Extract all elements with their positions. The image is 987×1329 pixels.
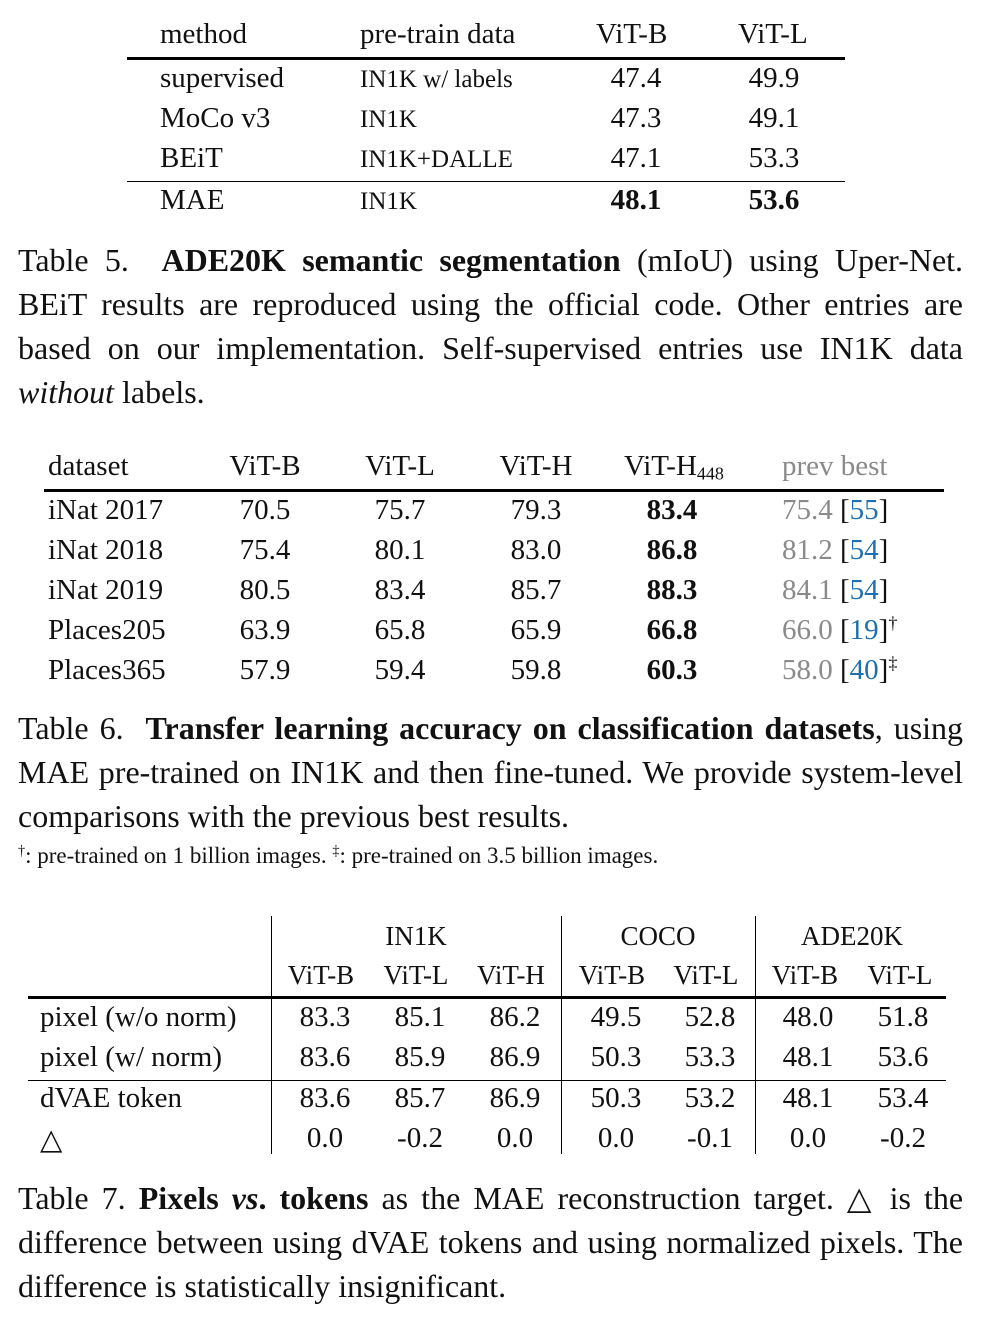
- prev-value: 58.0: [782, 654, 833, 686]
- table6-row-prev: 84.1 [54]: [782, 574, 889, 606]
- table6-header-vith: ViT-H: [499, 450, 573, 482]
- table7-caption-label: Table 7.: [18, 1180, 126, 1216]
- table7-subheader: ViT-B: [287, 960, 355, 990]
- table7-cell: 85.7: [394, 1082, 446, 1114]
- table6-row-vitl: 80.1: [374, 534, 426, 566]
- table7-cell: 85.1: [394, 1001, 446, 1033]
- table7-cell: 85.9: [394, 1041, 446, 1073]
- table5-header-method: method: [160, 18, 247, 50]
- footnote-text-1: : pre-trained on 1 billion images.: [25, 843, 327, 868]
- table6-footnote: [18, 843, 658, 869]
- table6-row-vith: 83.0: [510, 534, 562, 566]
- table6-row-prev: 75.4 [55]: [782, 494, 889, 526]
- table6-row-vith: 79.3: [510, 494, 562, 526]
- table7-cell: -0.2: [397, 1122, 443, 1154]
- table6-caption-label: Table 6.: [18, 710, 124, 746]
- table5-row-vitl: 49.9: [748, 62, 800, 94]
- table5-header-data: pre-train data: [360, 18, 516, 50]
- table7-cell: 53.3: [684, 1041, 736, 1073]
- table7-caption-bold: [139, 1180, 369, 1216]
- table6-row-dataset: Places365: [48, 654, 166, 686]
- table6-header-prev: prev best: [782, 450, 888, 482]
- table7-group-ade: ADE20K: [801, 921, 903, 951]
- table5-row-data: IN1K: [360, 106, 417, 133]
- prev-value: 84.1: [782, 574, 833, 606]
- table7-caption-text: as the MAE reconstruction target. △ is the difference between using dVAE tokens and using normalized pixels. The difference is statistically insignificant.: [18, 1180, 964, 1304]
- table7-cell: -0.1: [687, 1122, 733, 1154]
- table5-row-method: supervised: [160, 62, 285, 94]
- table6-row-dataset: Places205: [48, 614, 166, 646]
- table7-header-rule: [28, 996, 946, 999]
- table7-row-label: dVAE token: [40, 1082, 183, 1114]
- table6-row-vith448: 83.4: [646, 494, 698, 526]
- table6-row-dataset: iNat 2019: [48, 574, 164, 606]
- table6-row-vith: 85.7: [510, 574, 562, 606]
- caption-bold-1: Pixels: [138, 1180, 219, 1216]
- citation-link[interactable]: 54: [849, 534, 879, 566]
- table5-caption: [18, 238, 963, 414]
- table6-header-vith448-main: ViT-H: [624, 450, 697, 482]
- table7-mid-rule: [28, 1080, 946, 1081]
- dagger-mark: †: [18, 843, 26, 860]
- table5-caption-text: (mIoU) using Uper-Net. BEiT results are reproduced using the official code. Other entries are based on our implementation. Self-supervised entries use IN1K data: [18, 242, 964, 366]
- table6-row-vith: 59.8: [510, 654, 562, 686]
- table7-cell: 83.6: [299, 1041, 351, 1073]
- table7-subheader: ViT-L: [867, 960, 933, 990]
- table6-row-prev: 66.0 [19]†: [782, 613, 898, 646]
- footnote-text-2: : pre-trained on 3.5 billion images.: [339, 843, 659, 868]
- table7-cell: 0.0: [789, 1122, 827, 1154]
- table7-cell: 83.3: [299, 1001, 351, 1033]
- table7-cell: 86.9: [489, 1041, 541, 1073]
- table5-row-vitl: 53.6: [748, 184, 800, 216]
- table7-group-coco: COCO: [620, 921, 696, 951]
- table7-subheader: ViT-B: [578, 960, 646, 990]
- table6-row-prev: 81.2 [54]: [782, 534, 889, 566]
- table6-caption-bold: Transfer learning accuracy on classification datasets: [145, 710, 875, 746]
- table7-cell: 48.0: [782, 1001, 834, 1033]
- citation-link[interactable]: 19: [849, 614, 879, 646]
- table6-row-vitl: 83.4: [374, 574, 426, 606]
- table7-cell: 49.5: [590, 1001, 642, 1033]
- table7-cell: 53.4: [877, 1082, 929, 1114]
- table6-header-rule: [44, 489, 944, 492]
- table7-group-in1k: IN1K: [385, 921, 447, 951]
- caption-bold-2: . tokens: [258, 1180, 369, 1216]
- table6-row-vitb: 80.5: [239, 574, 291, 606]
- table5-row-vitl: 53.3: [748, 142, 800, 174]
- table7-cell: 86.9: [489, 1082, 541, 1114]
- table5-row-vitb: 48.1: [610, 184, 662, 216]
- prev-value: 81.2: [782, 534, 833, 566]
- table7-subheader: ViT-B: [771, 960, 839, 990]
- table6-header-vitb: ViT-B: [229, 450, 301, 482]
- table5-caption-bold: ADE20K semantic segmentation: [161, 242, 621, 278]
- table6-row-dataset: iNat 2018: [48, 534, 164, 566]
- table7-cell: 48.1: [782, 1041, 834, 1073]
- table5-row-vitb: 47.3: [610, 102, 662, 134]
- table7-subheader: ViT-L: [673, 960, 739, 990]
- table7-caption: [18, 1176, 963, 1308]
- table5-row-data: IN1K+DALLE: [360, 146, 513, 173]
- table6-row-vitb: 63.9: [239, 614, 291, 646]
- table5-mid-rule: [127, 181, 845, 182]
- table7-cell: 50.3: [590, 1041, 642, 1073]
- table5-row-method: MoCo v3: [160, 102, 271, 134]
- table5-header-vitl: ViT-L: [738, 18, 808, 50]
- table7-row-label: pixel (w/o norm): [40, 1001, 237, 1033]
- table7-cell: 83.6: [299, 1082, 351, 1114]
- table5-row-vitl: 49.1: [748, 102, 800, 134]
- table7-subheader: ViT-H: [477, 960, 545, 990]
- table7-cell: 48.1: [782, 1082, 834, 1114]
- table6-caption-text: , using MAE pre-trained on IN1K and then fine-tuned. We provide system-level comparisons with the previous best results.: [18, 710, 964, 834]
- table7-cell: 86.2: [489, 1001, 541, 1033]
- table7-row-label: pixel (w/ norm): [40, 1041, 223, 1073]
- table6-row-vitl: 75.7: [374, 494, 426, 526]
- table7-cell: 53.6: [877, 1041, 929, 1073]
- prev-value: 75.4: [782, 494, 833, 526]
- table7-subheader: ViT-L: [383, 960, 449, 990]
- table5-row-method: BEiT: [160, 142, 223, 174]
- citation-link[interactable]: 54: [849, 574, 879, 606]
- table6-row-vitl: 59.4: [374, 654, 426, 686]
- table6-row-dataset: iNat 2017: [48, 494, 164, 526]
- table7-cell: 0.0: [496, 1122, 534, 1154]
- table5-row-data: IN1K: [360, 188, 417, 215]
- table6-header-vitl: ViT-L: [365, 450, 435, 482]
- table6-row-vith448: 86.8: [646, 534, 698, 566]
- table7-cell: 50.3: [590, 1082, 642, 1114]
- table7-cell: 51.8: [877, 1001, 929, 1033]
- table6-row-vitb: 57.9: [239, 654, 291, 686]
- table5-header-rule: [127, 57, 845, 60]
- table5-row-method: MAE: [160, 184, 225, 216]
- caption-bold-italic: vs: [231, 1180, 259, 1216]
- footnote-mark: †: [888, 613, 898, 634]
- table6-header-vith448-sub: 448: [696, 463, 724, 484]
- table7-cell: 53.2: [684, 1082, 736, 1114]
- table6-row-vith: 65.9: [510, 614, 562, 646]
- table6-row-vith448: 66.8: [646, 614, 698, 646]
- table5-caption-label: Table 5.: [18, 242, 129, 278]
- table6-row-vitb: 70.5: [239, 494, 291, 526]
- prev-value: 66.0: [782, 614, 833, 646]
- table6-header-dataset: dataset: [48, 450, 129, 482]
- footnote-mark: ‡: [888, 653, 898, 674]
- table6-row-vith448: 88.3: [646, 574, 698, 606]
- table6-row-vitl: 65.8: [374, 614, 426, 646]
- table7-cell: 0.0: [306, 1122, 344, 1154]
- table7-row-label: △: [40, 1124, 63, 1156]
- table6-row-prev: 58.0 [40]‡: [782, 653, 898, 686]
- double-dagger-mark: ‡: [332, 843, 340, 860]
- table6-header-vith448: [624, 450, 724, 483]
- table7-cell: 52.8: [684, 1001, 736, 1033]
- table5-header-vitb: ViT-B: [596, 18, 668, 50]
- table5-caption-text2: labels.: [122, 374, 205, 410]
- table5-row-vitb: 47.1: [610, 142, 662, 174]
- table7-cell: 0.0: [597, 1122, 635, 1154]
- table5-row-data: IN1K w/ labels: [360, 66, 513, 93]
- citation-link[interactable]: 55: [849, 494, 879, 526]
- citation-link[interactable]: 40: [849, 654, 879, 686]
- table7-cell: -0.2: [880, 1122, 926, 1154]
- table5-caption-italic: without: [18, 374, 115, 410]
- table6-row-vitb: 75.4: [239, 534, 291, 566]
- table5-row-vitb: 47.4: [610, 62, 662, 94]
- table6-row-vith448: 60.3: [646, 654, 698, 686]
- table6-caption: [18, 706, 963, 838]
